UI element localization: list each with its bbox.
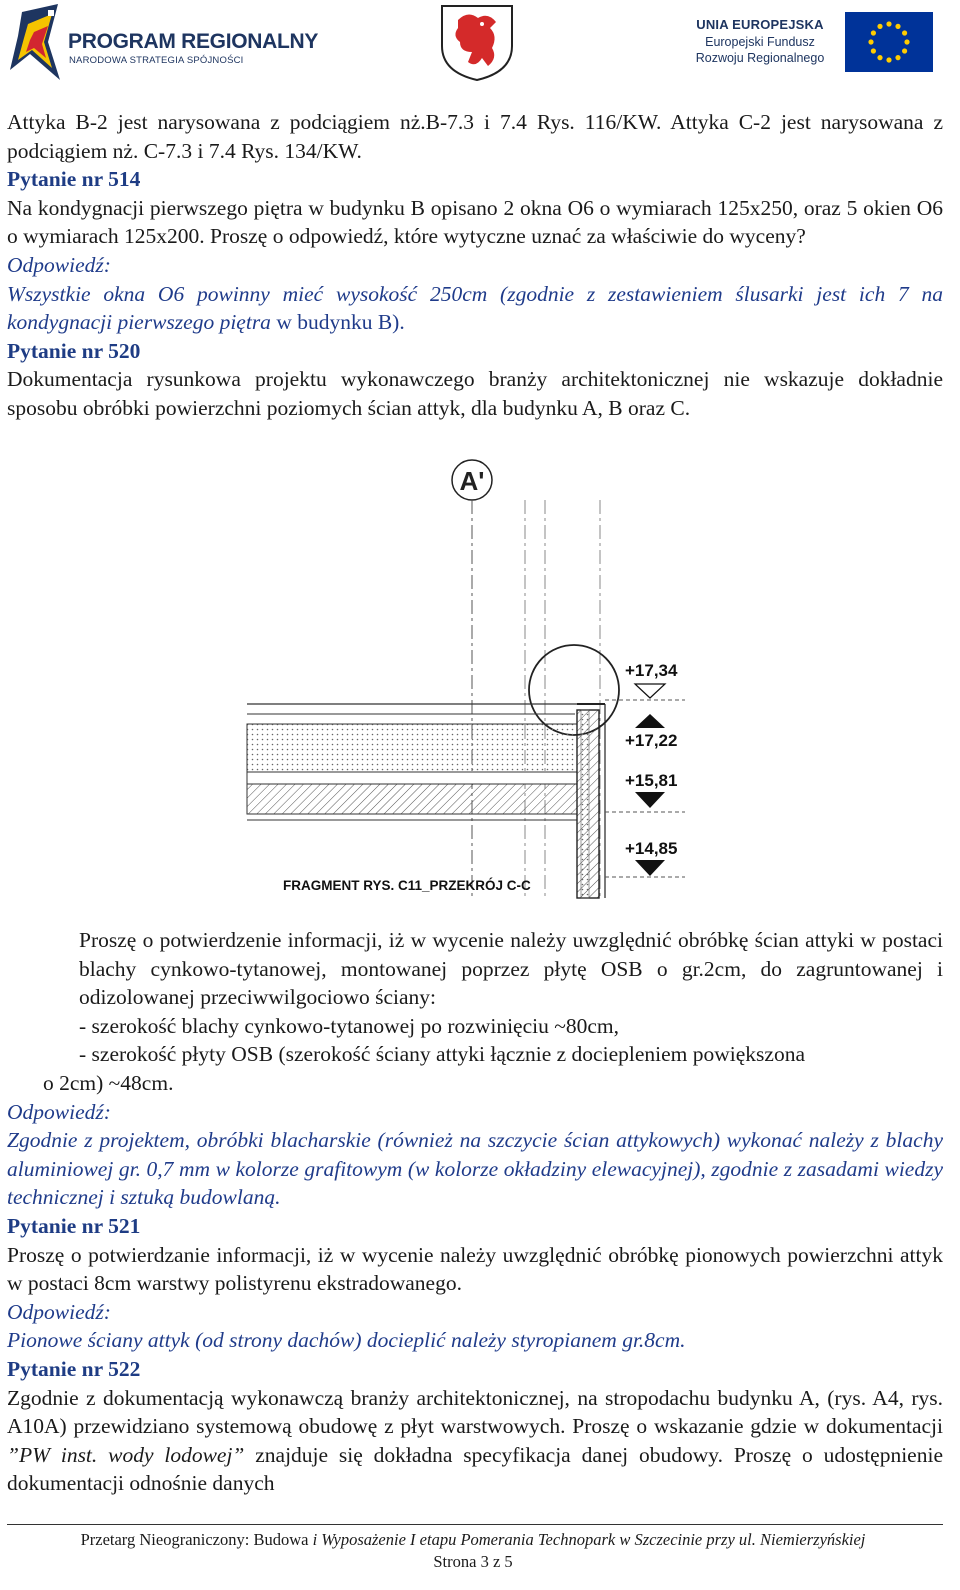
program-regionalny-logo xyxy=(8,2,319,82)
document-body-bottom xyxy=(7,926,943,1498)
level-marker-17-34 xyxy=(635,684,665,698)
level-label-17-34: +17,34 xyxy=(625,661,678,680)
section-drawing-figure xyxy=(245,452,715,907)
question-521-title: Pytanie nr 521 xyxy=(7,1213,141,1238)
page-header xyxy=(0,0,960,88)
question-522-text-a: Zgodnie z dokumentacją wykonawczą branży architektonicznej, na stropodachu budynku A, (rys. A4, rys. A10A) przewidziano systemową obudowę z płyt warstwowych. Proszę o wskazanie gdzie w dokumentacji xyxy=(7,1385,943,1439)
question-520-text: Dokumentacja rysunkowa projektu wykonawczego branży architektonicznej nie wskazuje dokładnie sposobu obróbki powierzchni poziomych ścian attyk, dla budynku A, B oraz C. xyxy=(7,367,943,420)
eu-flag-icon xyxy=(845,12,933,72)
answer-514-italic: Wszystkie okna O6 powinny mieć wysokość 250cm (zgodnie z zestawieniem ślusarki jest ich 7 na kondygnacji pierwszego piętra xyxy=(7,281,943,335)
footer-tender-plain: Przetarg Nieograniczony: Budowa xyxy=(80,1530,313,1549)
eu-logo xyxy=(690,12,935,74)
eu-line-1: UNIA EUROPEJSKA xyxy=(696,17,824,32)
question-520-bullet-2-end: o 2cm) ~48cm. xyxy=(43,1070,174,1095)
program-star-icon xyxy=(8,2,64,82)
eu-line-3: Rozwoju Regionalnego xyxy=(695,51,825,65)
answer-521-label: Odpowiedź: xyxy=(7,1299,111,1324)
answer-520-label: Odpowiedź: xyxy=(7,1099,111,1124)
question-522-text xyxy=(7,1384,943,1498)
figure-caption: FRAGMENT RYS. C11_PRZEKRÓJ C-C xyxy=(283,878,531,893)
intro-paragraph: Attyka B-2 jest narysowana z podciągiem nż.B-7.3 i 7.4 Rys. 116/KW. Attyka C-2 jest narysowana z podciągiem nż. C-7.3 i 7.4 Rys. 134/KW. xyxy=(7,110,943,163)
document-body-top xyxy=(7,108,943,423)
footer-divider xyxy=(7,1524,943,1525)
question-520-bullet-1: - szerokość blachy cynkowo-tytanowej po rozwinięciu ~80cm, xyxy=(79,1013,620,1038)
answer-514-text xyxy=(7,280,943,337)
eu-line-2: Europejski Fundusz xyxy=(705,35,815,49)
question-514-title: Pytanie nr 514 xyxy=(7,167,141,192)
answer-514-label: Odpowiedź: xyxy=(7,252,111,277)
question-520-title: Pytanie nr 520 xyxy=(7,338,141,363)
level-label-17-22: +17,22 xyxy=(625,731,678,750)
question-522-text-b: znajduje się dokładna specyfikacja danej obudowy. Proszę o udostępnienie dokumentacji odnośnie danych xyxy=(7,1442,943,1496)
question-522-title: Pytanie nr 522 xyxy=(7,1356,141,1381)
axis-label: A' xyxy=(459,466,485,496)
footer-tender-italic: i Wyposażenie I etapu Pomerania Technopark w Szczecinie przy ul. Niemierzyńskiej xyxy=(312,1530,866,1549)
level-label-14-85: +14,85 xyxy=(625,839,678,858)
question-522-quote: ”PW inst. wody lodowej” xyxy=(7,1442,245,1467)
level-marker-15-81 xyxy=(635,792,665,808)
level-label-15-81: +15,81 xyxy=(625,771,678,790)
griffin-crest-icon xyxy=(438,2,516,82)
question-521-text: Proszę o potwierdzanie informacji, iż w wycenie należy uwzględnić obróbkę pionowych powierzchni attyk w postaci 8cm warstwy polistyrenu ekstradowanego. xyxy=(7,1242,943,1296)
level-marker-14-85 xyxy=(635,860,665,876)
program-subtitle: NARODOWA STRATEGIA SPÓJNOŚCI xyxy=(69,55,244,66)
question-520-bullet-2: - szerokość płyty OSB (szerokość ściany attyki łącznie z dociepleniem powiększona xyxy=(79,1042,805,1067)
answer-521-text: Pionowe ściany attyk (od strony dachów) docieplić należy styropianem gr.8cm. xyxy=(7,1328,686,1353)
footer-page-number: Strona 3 z 5 xyxy=(433,1552,513,1571)
question-514-text: Na kondygnacji pierwszego piętra w budynku B opisano 2 okna O6 o wymiarach 125x250, oraz 5 okien O6 o wymiarach 125x200. Proszę o odpowiedź, które wytyczne uznać za właściwie do wyceny? xyxy=(7,195,943,249)
question-520-continuation: Proszę o potwierdzenie informacji, iż w wycenie należy uwzględnić obróbkę ścian attyki w postaci blachy cynkowo-tytanowej, montowanej poprzez płytę OSB o gr.2cm, do zagruntowanej i odizolowanej przeciwwilgociowo ściany: xyxy=(79,928,943,1010)
answer-514-rest: w budynku B). xyxy=(270,310,405,335)
program-title: PROGRAM REGIONALNY xyxy=(68,30,319,53)
footer-tender-title xyxy=(0,1530,946,1550)
answer-520-text: Zgodnie z projektem, obróbki blacharskie (również na szczycie ścian attykowych) wykonać należy z blachy aluminiowej gr. 0,7 mm w kolorze grafitowym (w kolorze okładziny elewacyjnej), zgodnie z zasadami wiedzy technicznej i sztuką budowlaną. xyxy=(7,1128,943,1210)
level-marker-17-22 xyxy=(635,714,665,728)
